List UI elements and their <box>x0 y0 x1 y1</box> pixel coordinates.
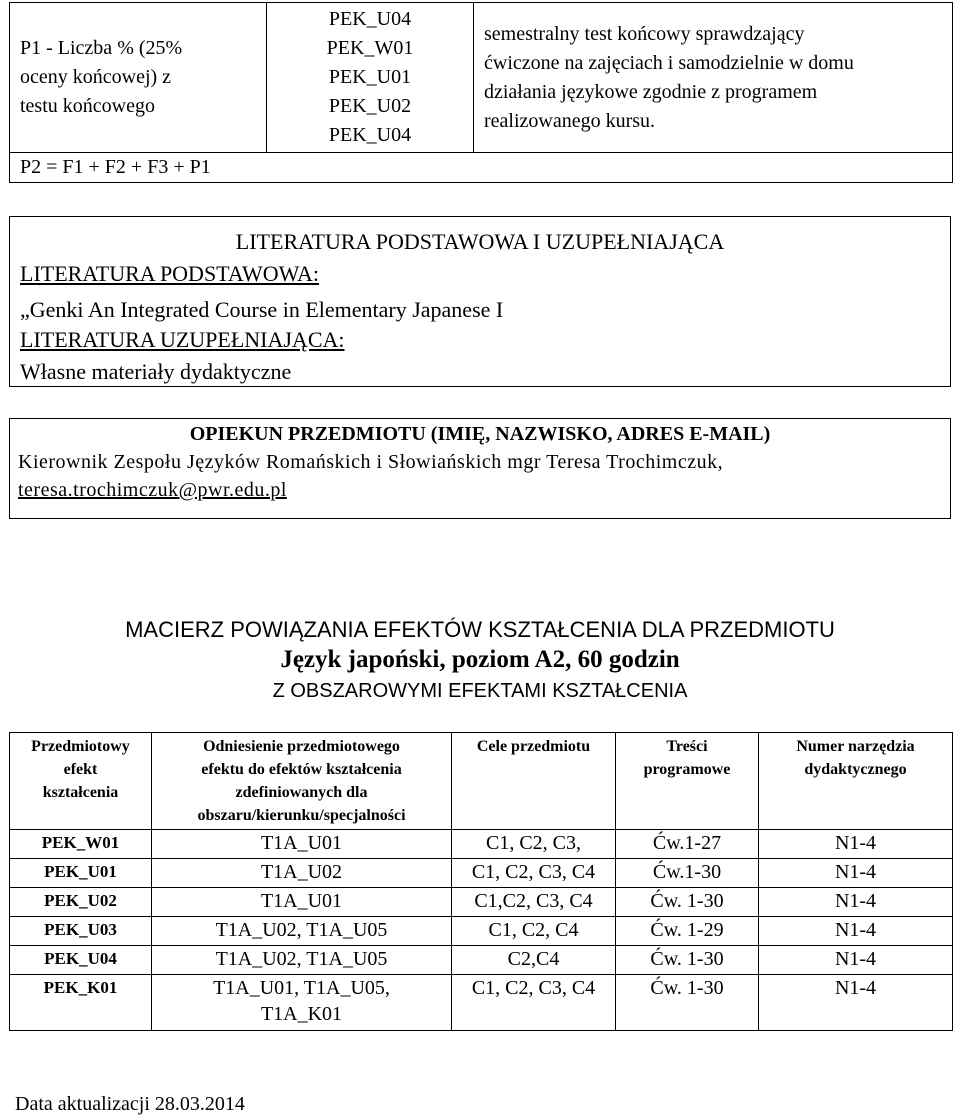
grade-formula: P2 = F1 + F2 + F3 + P1 <box>10 153 953 183</box>
basic-literature-item: „Genki An Integrated Course in Elementary Japanese I <box>20 297 504 322</box>
description-line: ćwiczone na zajęciach i samodzielnie w domu <box>484 51 854 74</box>
literature-title: LITERATURA PODSTAWOWA I UZUPEŁNIAJĄCA <box>235 229 725 254</box>
supplementary-literature-label: LITERATURA UZUPEŁNIAJĄCA: <box>20 327 345 352</box>
assessment-label-line: testu końcowego <box>20 95 155 117</box>
goals-cell: C2,C4 <box>452 946 616 975</box>
assessment-label-line: P1 - Liczba % (25% <box>20 37 183 59</box>
reference-cell <box>152 975 452 1031</box>
table-row <box>10 946 953 975</box>
column-header-line: Treści <box>666 738 708 755</box>
effect-code-cell: PEK_W01 <box>10 830 152 859</box>
reference-cell: T1A_U02, T1A_U05 <box>152 917 452 946</box>
tool-cell: N1-4 <box>759 975 953 1031</box>
column-header-line: Odniesienie przedmiotowego <box>203 738 400 755</box>
column-header-line: obszaru/kierunku/specjalności <box>197 807 406 824</box>
supervisor-title: OPIEKUN PRZEDMIOTU (IMIĘ, NAZWISKO, ADRES E-MAIL) <box>189 423 771 445</box>
reference-line: T1A_K01 <box>260 1003 343 1025</box>
reference-cell: T1A_U02, T1A_U05 <box>152 946 452 975</box>
reference-cell: T1A_U02 <box>152 859 452 888</box>
content-cell: Ćw.1-27 <box>616 830 759 859</box>
column-header <box>452 733 616 830</box>
assessment-label-cell <box>10 3 267 153</box>
reference-cell: T1A_U01 <box>152 830 452 859</box>
tool-cell: N1-4 <box>759 946 953 975</box>
content-cell: Ćw. 1-30 <box>616 888 759 917</box>
course-title: Język japoński, poziom A2, 60 godzin <box>280 646 680 673</box>
table-row <box>10 917 953 946</box>
supplementary-literature-item: Własne materiały dydaktyczne <box>20 359 292 384</box>
matrix-subheading: Z OBSZAROWYMI EFEKTAMI KSZTAŁCENIA <box>272 680 688 702</box>
content-cell: Ćw. 1-29 <box>616 917 759 946</box>
supervisor-email-link[interactable]: teresa.trochimczuk@pwr.edu.pl <box>18 479 287 501</box>
effect-codes-cell <box>267 3 474 153</box>
effect-code: PEK_U02 <box>328 95 412 117</box>
content-cell: Ćw. 1-30 <box>616 946 759 975</box>
assessment-description-cell <box>474 3 953 153</box>
column-header <box>759 733 953 830</box>
content-cell: Ćw. 1-30 <box>616 975 759 1031</box>
content-cell: Ćw.1-30 <box>616 859 759 888</box>
update-date: Data aktualizacji 28.03.2014 <box>15 1093 245 1115</box>
column-header-line: Przedmiotowy <box>31 738 130 755</box>
basic-literature-label: LITERATURA PODSTAWOWA: <box>20 261 319 286</box>
tool-cell: N1-4 <box>759 830 953 859</box>
effect-code-cell: PEK_U03 <box>10 917 152 946</box>
table-row <box>10 830 953 859</box>
tool-cell: N1-4 <box>759 917 953 946</box>
goals-cell: C1,C2, C3, C4 <box>452 888 616 917</box>
effect-code: PEK_U04 <box>328 124 412 146</box>
effect-code-cell: PEK_K01 <box>10 975 152 1031</box>
table-row <box>10 975 953 1031</box>
column-header <box>616 733 759 830</box>
description-line: semestralny test końcowy sprawdzający <box>484 22 805 45</box>
tool-cell: N1-4 <box>759 859 953 888</box>
column-header-line: programowe <box>643 761 731 778</box>
column-header <box>152 733 452 830</box>
column-header-line: Cele przedmiotu <box>476 738 591 755</box>
effect-code: PEK_W01 <box>326 37 414 59</box>
column-header-line: dydaktycznego <box>804 761 907 778</box>
effects-matrix-table <box>9 732 953 1031</box>
supervisor-box <box>9 418 951 519</box>
description-line: działania językowe zgodnie z programem <box>484 80 818 103</box>
goals-cell: C1, C2, C3, C4 <box>452 975 616 1031</box>
reference-cell: T1A_U01 <box>152 888 452 917</box>
goals-cell: C1, C2, C3, <box>452 830 616 859</box>
column-header-line: Numer narzędzia <box>796 738 915 755</box>
reference-line: T1A_U01, T1A_U05, <box>213 977 390 999</box>
effect-code-cell: PEK_U04 <box>10 946 152 975</box>
column-header-line: efektu do efektów kształcenia <box>201 761 402 778</box>
effect-code: PEK_U01 <box>328 66 412 88</box>
matrix-heading: MACIERZ POWIĄZANIA EFEKTÓW KSZTAŁCENIA DLA PRZEDMIOTU <box>125 617 835 642</box>
goals-cell: C1, C2, C4 <box>452 917 616 946</box>
effect-code-cell: PEK_U01 <box>10 859 152 888</box>
description-line: realizowanego kursu. <box>484 109 656 132</box>
effect-code-cell: PEK_U02 <box>10 888 152 917</box>
literature-box <box>9 216 951 387</box>
column-header-line: efekt <box>63 761 98 778</box>
table-row <box>10 859 953 888</box>
column-header-line: kształcenia <box>42 784 119 801</box>
effect-code: PEK_U04 <box>328 8 412 30</box>
column-header-line: zdefiniowanych dla <box>235 784 368 801</box>
goals-cell: C1, C2, C3, C4 <box>452 859 616 888</box>
tool-cell: N1-4 <box>759 888 953 917</box>
column-header <box>10 733 152 830</box>
supervisor-name: Kierownik Zespołu Języków Romańskich i Słowiańskich mgr Teresa Trochimczuk, <box>18 451 724 473</box>
table-row <box>10 888 953 917</box>
assessment-label-line: oceny końcowej) z <box>20 66 172 88</box>
assessment-table <box>9 2 953 183</box>
